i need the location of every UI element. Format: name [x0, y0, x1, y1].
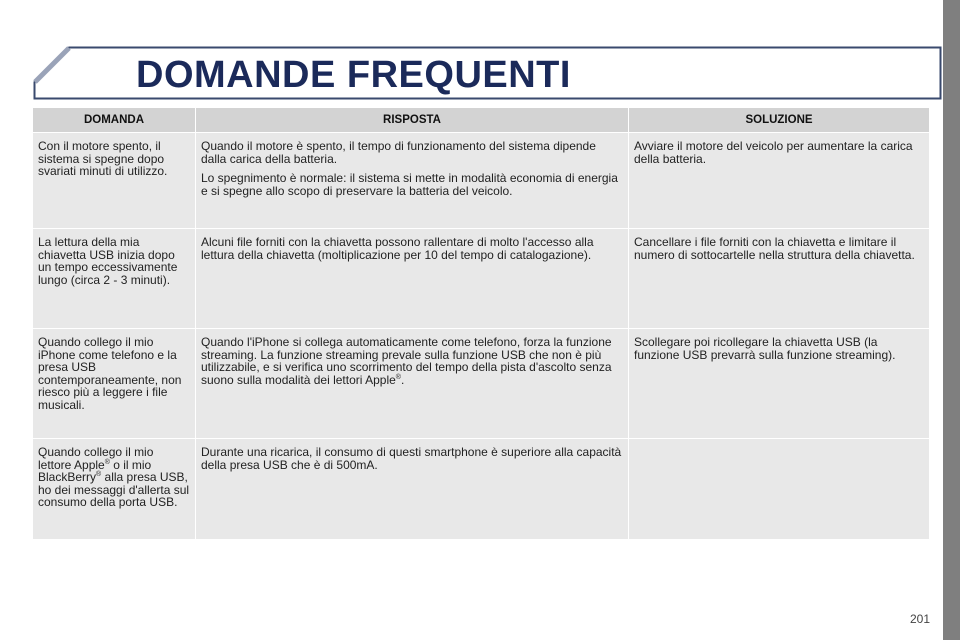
- question-text: Quando collego il mio lettore Apple: [38, 445, 154, 472]
- side-strip: [943, 0, 960, 640]
- table-row: [33, 439, 930, 540]
- table-row: [33, 329, 930, 439]
- question-text: alla presa USB, ho dei messaggi d'allerta sul consumo della porta USB.: [38, 470, 190, 509]
- answer-paragraph: Lo spegnimento è normale: il sistema si mette in modalità economia di energia e si spegne allo scopo di preservare la batteria del veicolo.: [201, 171, 618, 198]
- answer-text: Quando l'iPhone si collega automaticamente come telefono, forza la funzione streaming. La funzione streaming prevale sulla funzione USB che non è più utilizzabile, e si verifica uno scorrimento del tempo della pista d'ascolto senza suono sulla modalità dei lettori Apple: [201, 335, 612, 387]
- faq-table: [32, 107, 930, 540]
- question-text: o il mio BlackBerry: [38, 457, 152, 484]
- table-row: [33, 229, 930, 329]
- solution-cell: Scollegare poi ricollegare la chiavetta USB (la funzione USB prevarrà sulla funzione streaming).: [629, 329, 930, 439]
- answer-cell: Alcuni file forniti con la chiavetta possono rallentare di molto l'accesso alla lettura della chiavetta (moltiplicazione per 10 del tempo di catalogazione).: [196, 229, 629, 329]
- solution-cell: Avviare il motore del veicolo per aumentare la carica della batteria.: [629, 133, 930, 229]
- question-cell: [33, 439, 196, 540]
- registered-mark: ®: [96, 471, 102, 478]
- question-cell: Quando collego il mio iPhone come telefono e la presa USB contemporaneamente, non riesco più a leggere i file musicali.: [33, 329, 196, 439]
- header-solution: SOLUZIONE: [629, 108, 930, 133]
- page-title: DOMANDE FREQUENTI: [136, 54, 571, 96]
- answer-paragraph: Quando il motore è spento, il tempo di funzionamento del sistema dipende dalla carica della batteria.: [201, 139, 596, 166]
- table-row: [33, 133, 930, 229]
- header-answer: RISPOSTA: [196, 108, 629, 133]
- solution-cell: Cancellare i file forniti con la chiavetta e limitare il numero di sottocartelle nella struttura della chiavetta.: [629, 229, 930, 329]
- table-header-row: [33, 108, 930, 133]
- answer-cell: [196, 329, 629, 439]
- header-question: DOMANDA: [33, 108, 196, 133]
- question-cell: La lettura della mia chiavetta USB inizia dopo un tempo eccessivamente lungo (circa 2 - 3 minuti).: [33, 229, 196, 329]
- page-number: 201: [910, 612, 931, 626]
- registered-mark: ®: [104, 458, 110, 466]
- answer-text-end: .: [400, 372, 405, 387]
- answer-cell: [196, 133, 629, 229]
- question-cell: Con il motore spento, il sistema si spegne dopo svariati minuti di utilizzo.: [33, 133, 196, 229]
- answer-cell: Durante una ricarica, il consumo di questi smartphone è superiore alla capacità della presa USB che è di 500mA.: [196, 439, 629, 540]
- solution-cell: [629, 439, 930, 540]
- registered-mark: ®: [395, 373, 401, 381]
